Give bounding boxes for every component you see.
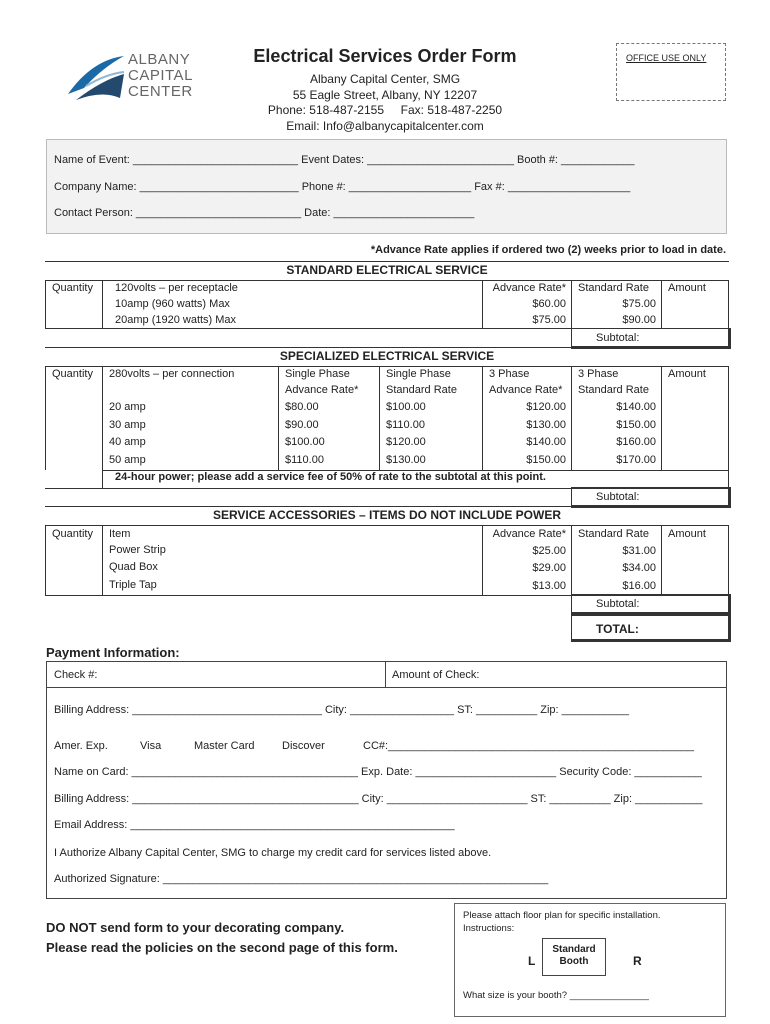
payment-info-box <box>46 661 727 899</box>
amount-of-check-field[interactable]: Amount of Check: <box>392 669 480 681</box>
logo-wordmark: ALBANY CAPITAL CENTER <box>128 51 193 100</box>
advance-rate-header: Advance Rate* <box>492 528 566 540</box>
billing-address-row-2[interactable]: Billing Address: _____________________________________ City: _______________________ ST: __________ Zip: ___________ <box>54 793 703 805</box>
advance-rate-header: Advance Rate* <box>492 282 566 294</box>
cc-number-field[interactable]: CC#:__________________________________________________ <box>363 740 694 752</box>
specialized-electrical-table <box>45 347 729 489</box>
card-discover-option[interactable]: Discover <box>282 740 325 752</box>
rate-value: $130.00 <box>526 419 566 431</box>
amount-header: Amount <box>668 528 706 540</box>
standard-rate-header: Standard Rate <box>578 282 649 294</box>
service-accessories-table <box>45 506 729 596</box>
rate-value: $130.00 <box>386 454 426 466</box>
amount-header: Amount <box>668 368 706 380</box>
rate-value: $90.00 <box>622 314 656 326</box>
rate-value: $31.00 <box>622 545 656 557</box>
advance-rate-note: *Advance Rate applies if ordered two (2) weeks prior to load in date. <box>370 244 726 256</box>
item-header: Item <box>109 528 131 540</box>
right-side-label: R <box>633 954 642 968</box>
rate-value: $16.00 <box>622 580 656 592</box>
authorized-signature-field[interactable]: Authorized Signature: _______________________________________________________________ <box>54 873 549 885</box>
accessory-item: Power Strip <box>109 544 166 556</box>
grand-total[interactable]: TOTAL: <box>571 615 731 642</box>
accessories-subtotal[interactable]: Subtotal: <box>571 594 731 615</box>
rate-value: $120.00 <box>386 436 426 448</box>
amp-label: 40 amp <box>109 436 146 448</box>
standard-electrical-table <box>45 261 729 329</box>
rate-value: $60.00 <box>532 298 566 310</box>
amp-label: 30 amp <box>109 419 146 431</box>
service-label: 120volts – per receptacle <box>115 282 238 294</box>
single-phase-standard-header: Single Phase Standard Rate <box>386 368 457 396</box>
card-visa-option[interactable]: Visa <box>140 740 162 752</box>
event-row-1[interactable]: Name of Event: ___________________________ Event Dates: ________________________ Booth #: ____________ <box>54 154 635 166</box>
rate-value: $110.00 <box>386 419 425 431</box>
rate-value: $170.00 <box>616 454 656 466</box>
booth-size-field[interactable]: What size is your booth? _______________ <box>463 990 649 1001</box>
left-side-label: L <box>528 954 536 968</box>
qty-header: Quantity <box>52 282 93 294</box>
qty-header: Quantity <box>52 368 93 380</box>
rate-value: $100.00 <box>386 401 426 413</box>
standard-subtotal[interactable]: Subtotal: <box>571 328 731 349</box>
specialized-subtotal[interactable]: Subtotal: <box>571 487 731 508</box>
24-hour-power-note: 24-hour power; please add a service fee of 50% of rate to the subtotal at this point. <box>115 471 546 483</box>
standard-booth-diagram: Standard Booth <box>542 938 606 976</box>
service-item: 10amp (960 watts) Max <box>115 298 230 310</box>
card-amex-option[interactable]: Amer. Exp. <box>54 740 108 752</box>
rate-value: $13.00 <box>532 580 566 592</box>
authorization-statement: I Authorize Albany Capital Center, SMG to charge my credit card for services listed above. <box>54 847 492 859</box>
rate-value: $120.00 <box>526 401 566 413</box>
rate-value: $160.00 <box>616 436 656 448</box>
single-phase-advance-header: Single Phase Advance Rate* <box>285 368 359 396</box>
three-phase-advance-header: 3 Phase Advance Rate* <box>489 368 563 396</box>
rate-value: $29.00 <box>532 562 566 574</box>
service-label: 280volts – per connection <box>109 368 235 380</box>
three-phase-standard-header: 3 Phase Standard Rate <box>578 368 649 396</box>
service-item: 20amp (1920 watts) Max <box>115 314 237 326</box>
check-number-field[interactable]: Check #: <box>54 669 98 681</box>
standard-heading: STANDARD ELECTRICAL SERVICE <box>286 263 488 277</box>
rate-value: $34.00 <box>622 562 656 574</box>
amount-header: Amount <box>668 282 706 294</box>
rate-value: $75.00 <box>622 298 656 310</box>
email-address-field[interactable]: Email Address: _____________________________________________________ <box>54 819 455 831</box>
card-mastercard-option[interactable]: Master Card <box>194 740 255 752</box>
rate-value: $140.00 <box>616 401 656 413</box>
event-row-2[interactable]: Company Name: __________________________ Phone #: ____________________ Fax #: ____________________ <box>54 181 631 193</box>
form-title: Electrical Services Order Form <box>253 46 517 66</box>
amp-label: 20 amp <box>109 401 146 413</box>
payment-info-title: Payment Information: <box>46 645 180 660</box>
venue-address: Albany Capital Center, SMG 55 Eagle Street, Albany, NY 12207 Phone: 518-487-2155 Fax: 518-487-2250 Email: Info@albanycapitalcenter.com <box>267 72 503 133</box>
accessory-item: Quad Box <box>109 561 158 573</box>
standard-rate-header: Standard Rate <box>578 528 649 540</box>
specialized-heading: SPECIALIZED ELECTRICAL SERVICE <box>279 349 495 363</box>
billing-address-row-1[interactable]: Billing Address: _______________________________ City: _________________ ST: __________ Zip: ___________ <box>54 704 629 716</box>
accessories-heading: SERVICE ACCESSORIES – ITEMS DO NOT INCLUDE POWER <box>212 508 562 522</box>
rate-value: $150.00 <box>616 419 656 431</box>
event-row-3[interactable]: Contact Person: ___________________________ Date: _______________________ <box>54 207 475 219</box>
name-on-card-row[interactable]: Name on Card: _____________________________________ Exp. Date: _______________________ Security Code: ___________ <box>54 766 702 778</box>
rate-value: $150.00 <box>526 454 566 466</box>
rate-value: $80.00 <box>285 401 319 413</box>
rate-value: $75.00 <box>532 314 566 326</box>
amp-label: 50 amp <box>109 454 146 466</box>
rate-value: $90.00 <box>285 419 319 431</box>
accessory-item: Triple Tap <box>109 579 157 591</box>
qty-header: Quantity <box>52 528 93 540</box>
rate-value: $25.00 <box>532 545 566 557</box>
event-info-box <box>46 139 727 234</box>
office-use-box: OFFICE USE ONLY <box>616 43 726 101</box>
rate-value: $100.00 <box>285 436 325 448</box>
footer-notice: DO NOT send form to your decorating company. Please read the policies on the second page of this form. <box>46 920 398 955</box>
rate-value: $110.00 <box>285 454 324 466</box>
rate-value: $140.00 <box>526 436 566 448</box>
floor-plan-box: Please attach floor plan for specific installation. Instructions: L R What size is your booth? _______________ <box>454 903 726 1017</box>
